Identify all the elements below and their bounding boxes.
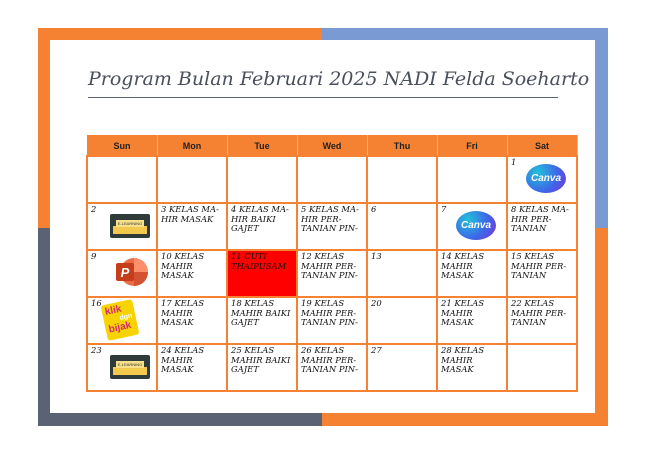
event-label: KELAS MAHIR BAIKI GAJET — [231, 345, 291, 375]
day-number: 9 — [91, 251, 97, 261]
day-number: 13 — [371, 251, 382, 261]
day-cell — [507, 344, 577, 391]
day-cell — [437, 250, 507, 297]
calendar-body — [87, 156, 577, 391]
day-number: 11 — [231, 251, 242, 261]
elearning-badge-text: E-LEARNING — [117, 221, 143, 226]
day-cell — [87, 297, 157, 344]
day-number: 27 — [371, 345, 382, 355]
klik-dengan-bijak-logo — [101, 299, 140, 341]
day-number: 19 — [301, 298, 312, 308]
frame-band-left-bottom — [38, 228, 50, 426]
day-cell — [157, 250, 227, 297]
svg-text:P: P — [120, 265, 130, 280]
event-label: KELAS MAHIR MASAK — [441, 298, 485, 328]
frame-band-bottom-right — [322, 413, 608, 426]
week-row — [87, 156, 577, 203]
day-cell — [87, 156, 157, 203]
day-cell — [367, 203, 437, 250]
day-number: 10 — [161, 251, 172, 261]
klik-logo-word: dgn — [118, 312, 133, 322]
day-cell — [157, 344, 227, 391]
day-cell — [367, 156, 437, 203]
frame-band-bottom-left — [38, 413, 322, 426]
day-cell — [157, 297, 227, 344]
calendar-table — [86, 135, 578, 392]
elearning-badge-icon — [110, 214, 150, 238]
day-number: 5 — [301, 204, 307, 214]
week-row — [87, 344, 577, 391]
frame-band-top-left — [38, 28, 322, 40]
day-cell — [367, 250, 437, 297]
day-cell — [157, 203, 227, 250]
event-label: KELAS MAHIR MASAK — [161, 251, 205, 281]
week-row — [87, 203, 577, 250]
frame-band-right-top — [595, 28, 608, 228]
day-cell — [227, 250, 297, 297]
weekday-tue: Tue — [227, 136, 297, 157]
day-number: 21 — [441, 298, 452, 308]
weekday-mon: Mon — [157, 136, 227, 157]
day-number: 6 — [371, 204, 377, 214]
day-number: 7 — [441, 204, 447, 214]
day-cell — [437, 156, 507, 203]
event-label: KELAS MAHIR BAIKI GAJET — [231, 298, 291, 328]
day-number: 24 — [161, 345, 172, 355]
frame-band-right-bottom — [595, 228, 608, 426]
day-number: 14 — [441, 251, 452, 261]
event-label: KELAS MA-HIR PER-TANIAN — [511, 204, 569, 234]
day-cell — [507, 297, 577, 344]
event-label: KELAS MA-HIR PER-TANIAN PIN- — [301, 204, 359, 234]
day-number: 1 — [511, 157, 517, 167]
event-label: KELAS MA-HIR MASAK — [161, 204, 219, 224]
week-row — [87, 297, 577, 344]
day-number: 4 — [231, 204, 237, 214]
weekday-thu: Thu — [367, 136, 437, 157]
day-cell — [227, 156, 297, 203]
day-cell — [227, 344, 297, 391]
event-label: KELAS MAHIR PER-TANIAN PIN- — [301, 298, 358, 328]
day-cell — [297, 297, 367, 344]
day-number: 28 — [441, 345, 452, 355]
klik-logo-word: klik — [103, 303, 123, 318]
weekday-sat: Sat — [507, 136, 577, 157]
weekday-wed: Wed — [297, 136, 367, 157]
day-cell — [437, 203, 507, 250]
weekday-fri: Fri — [437, 136, 507, 157]
day-number: 23 — [91, 345, 102, 355]
day-cell — [87, 250, 157, 297]
week-row — [87, 250, 577, 297]
elearning-badge-text: E-LEARNING — [117, 362, 143, 367]
canva-logo: Canva — [456, 211, 496, 240]
weekday-header-row — [87, 136, 577, 157]
frame-band-top-right — [322, 28, 608, 40]
day-cell — [297, 156, 367, 203]
event-label: KELAS MA-HIR BAIKI GAJET — [231, 204, 289, 234]
day-number: 2 — [91, 204, 97, 214]
day-cell — [297, 344, 367, 391]
day-number: 18 — [231, 298, 242, 308]
day-number: 26 — [301, 345, 312, 355]
event-label: KELAS MAHIR PER-TANIAN PIN- — [301, 345, 358, 375]
day-number: 22 — [511, 298, 522, 308]
day-cell — [507, 203, 577, 250]
event-label: KELAS MAHIR PER-TANIAN — [511, 251, 567, 281]
day-cell — [297, 250, 367, 297]
event-label: KELAS MAHIR MASAK — [161, 345, 205, 375]
klik-logo-word: bijak — [107, 319, 133, 336]
day-cell — [297, 203, 367, 250]
event-label: KELAS MAHIR MASAK — [441, 251, 485, 281]
day-number: 25 — [231, 345, 242, 355]
day-cell — [507, 156, 577, 203]
event-label: KELAS MAHIR MASAK — [161, 298, 205, 328]
day-cell — [507, 250, 577, 297]
day-cell — [367, 297, 437, 344]
event-label: CUTI THAIPUSAM — [231, 251, 287, 271]
page-title: Program Bulan Februari 2025 NADI Felda Soeharto — [88, 68, 558, 98]
event-label: KELAS MAHIR PER-TANIAN PIN- — [301, 251, 358, 281]
day-number: 15 — [511, 251, 522, 261]
day-cell — [87, 344, 157, 391]
powerpoint-icon — [114, 255, 148, 289]
day-cell — [367, 344, 437, 391]
event-label: KELAS MAHIR MASAK — [441, 345, 485, 375]
event-label: KELAS MAHIR PER-TANIAN — [511, 298, 567, 328]
day-cell — [437, 344, 507, 391]
day-cell — [157, 156, 227, 203]
elearning-badge-bar — [113, 367, 147, 375]
day-number: 16 — [91, 298, 102, 308]
weekday-sun: Sun — [87, 136, 157, 157]
day-number: 8 — [511, 204, 517, 214]
day-cell — [437, 297, 507, 344]
day-number: 17 — [161, 298, 172, 308]
day-number: 20 — [371, 298, 382, 308]
canva-logo: Canva — [526, 164, 566, 193]
day-number: 12 — [301, 251, 312, 261]
day-cell — [87, 203, 157, 250]
elearning-badge-icon — [110, 355, 150, 379]
day-cell — [227, 203, 297, 250]
day-cell — [227, 297, 297, 344]
day-number: 3 — [161, 204, 167, 214]
frame-band-left-top — [38, 28, 50, 228]
elearning-badge-bar — [113, 226, 147, 234]
